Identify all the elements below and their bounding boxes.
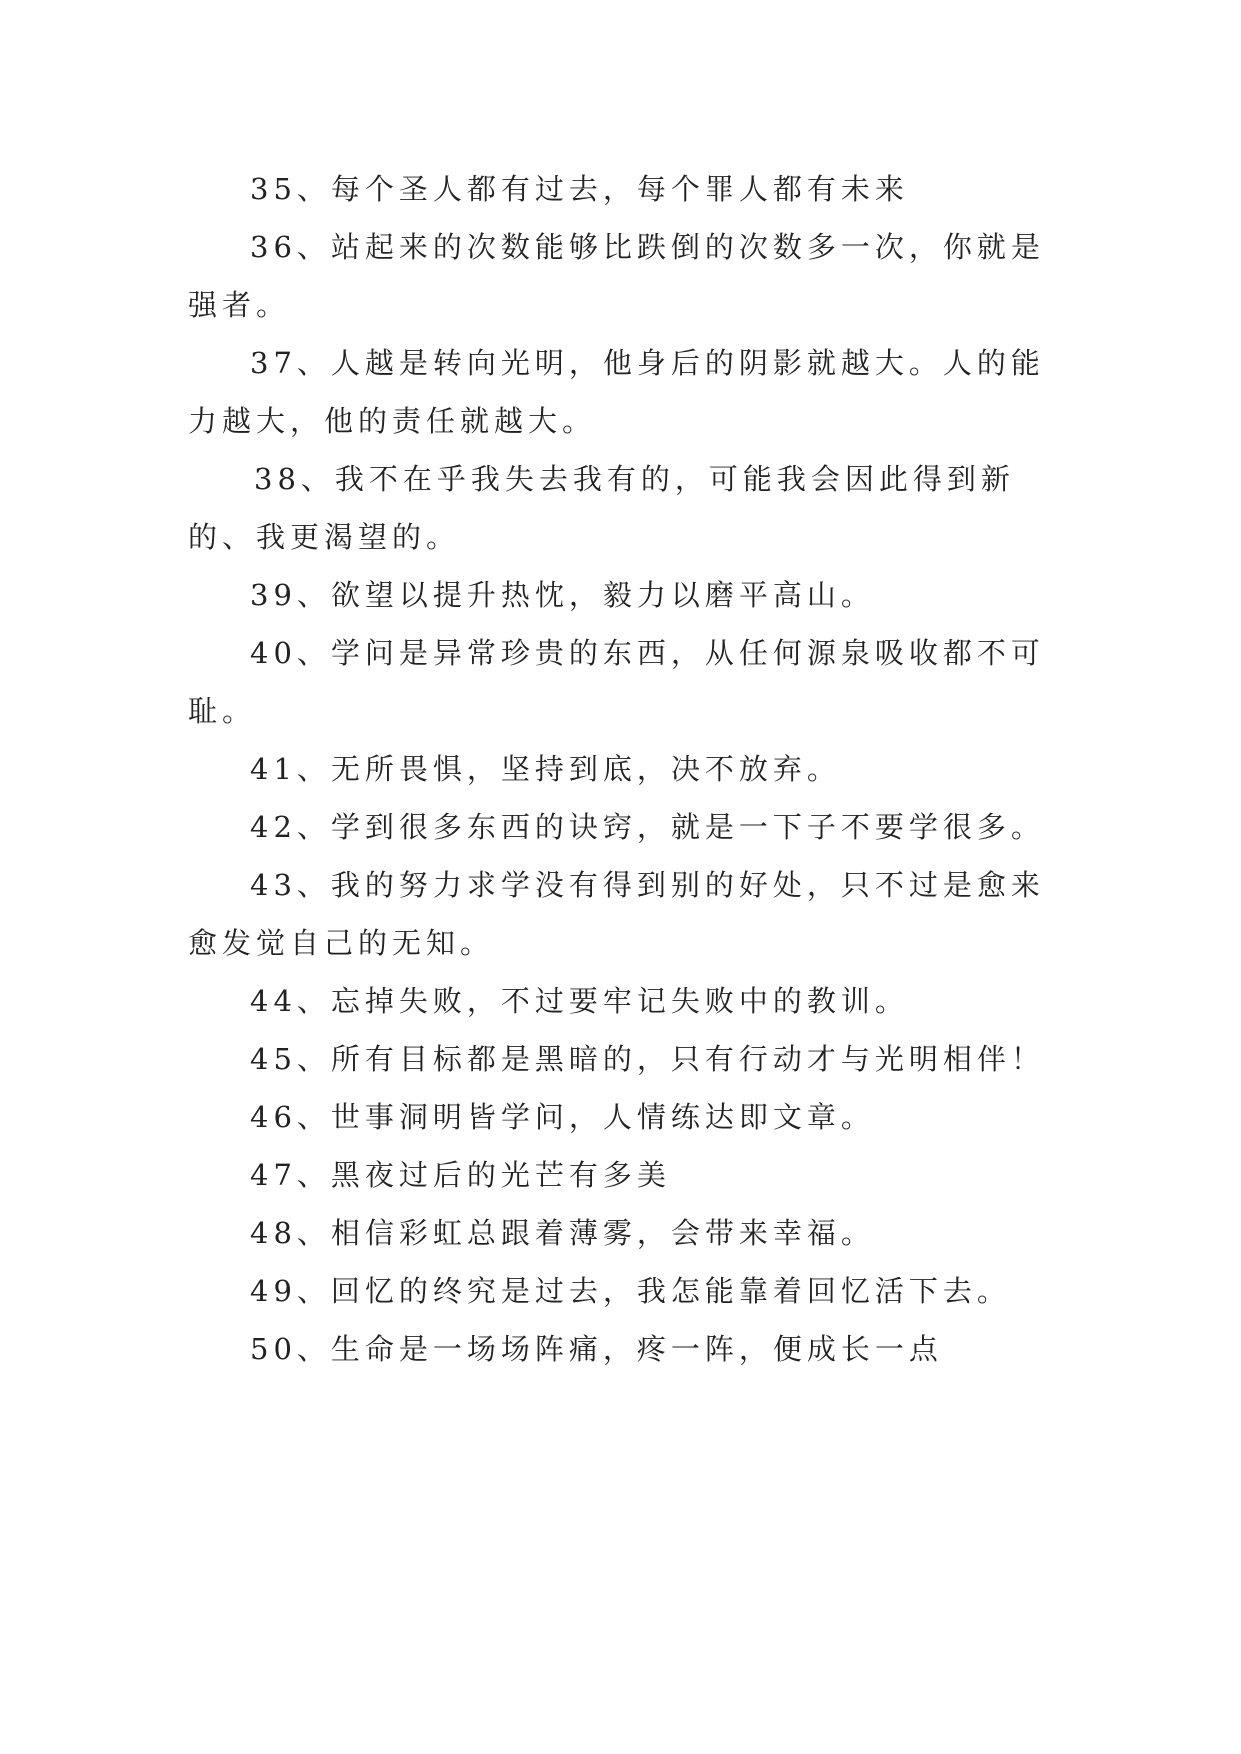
quote-item: 49、回忆的终究是过去，我怎能靠着回忆活下去。 [250,1274,1011,1308]
quote-item: 44、忘掉失败，不过要牢记失败中的教训。 [250,984,909,1018]
quote-item: 47、黑夜过后的光芒有多美 [250,1158,671,1192]
quote-item: 38、我不在乎我失去我有的，可能我会因此得到新的、我更渴望的。 [188,462,1015,554]
quote-item: 46、世事洞明皆学问，人情练达即文章。 [250,1100,875,1134]
document-body [188,160,1068,1378]
quote-item: 35、每个圣人都有过去，每个罪人都有未来 [250,172,909,206]
quote-item: 50、生命是一场场阵痛，疼一阵，便成长一点 [250,1332,943,1366]
quote-item: 43、我的努力求学没有得到别的好处，只不过是愈来愈发觉自己的无知。 [188,868,1045,960]
quote-item: 36、站起来的次数能够比跌倒的次数多一次，你就是强者。 [188,230,1045,322]
quote-item: 45、所有目标都是黑暗的，只有行动才与光明相伴！ [250,1042,1045,1076]
quote-item: 41、无所畏惧，坚持到底，决不放弃。 [250,752,841,786]
quote-item: 42、学到很多东西的诀窍，就是一下子不要学很多。 [250,810,1045,844]
quote-item: 37、人越是转向光明，他身后的阴影就越大。人的能力越大，他的责任就越大。 [188,346,1045,438]
quote-item: 39、欲望以提升热忱，毅力以磨平高山。 [250,578,875,612]
quote-item: 48、相信彩虹总跟着薄雾，会带来幸福。 [250,1216,875,1250]
quote-item: 40、学问是异常珍贵的东西，从任何源泉吸收都不可耻。 [188,636,1045,728]
